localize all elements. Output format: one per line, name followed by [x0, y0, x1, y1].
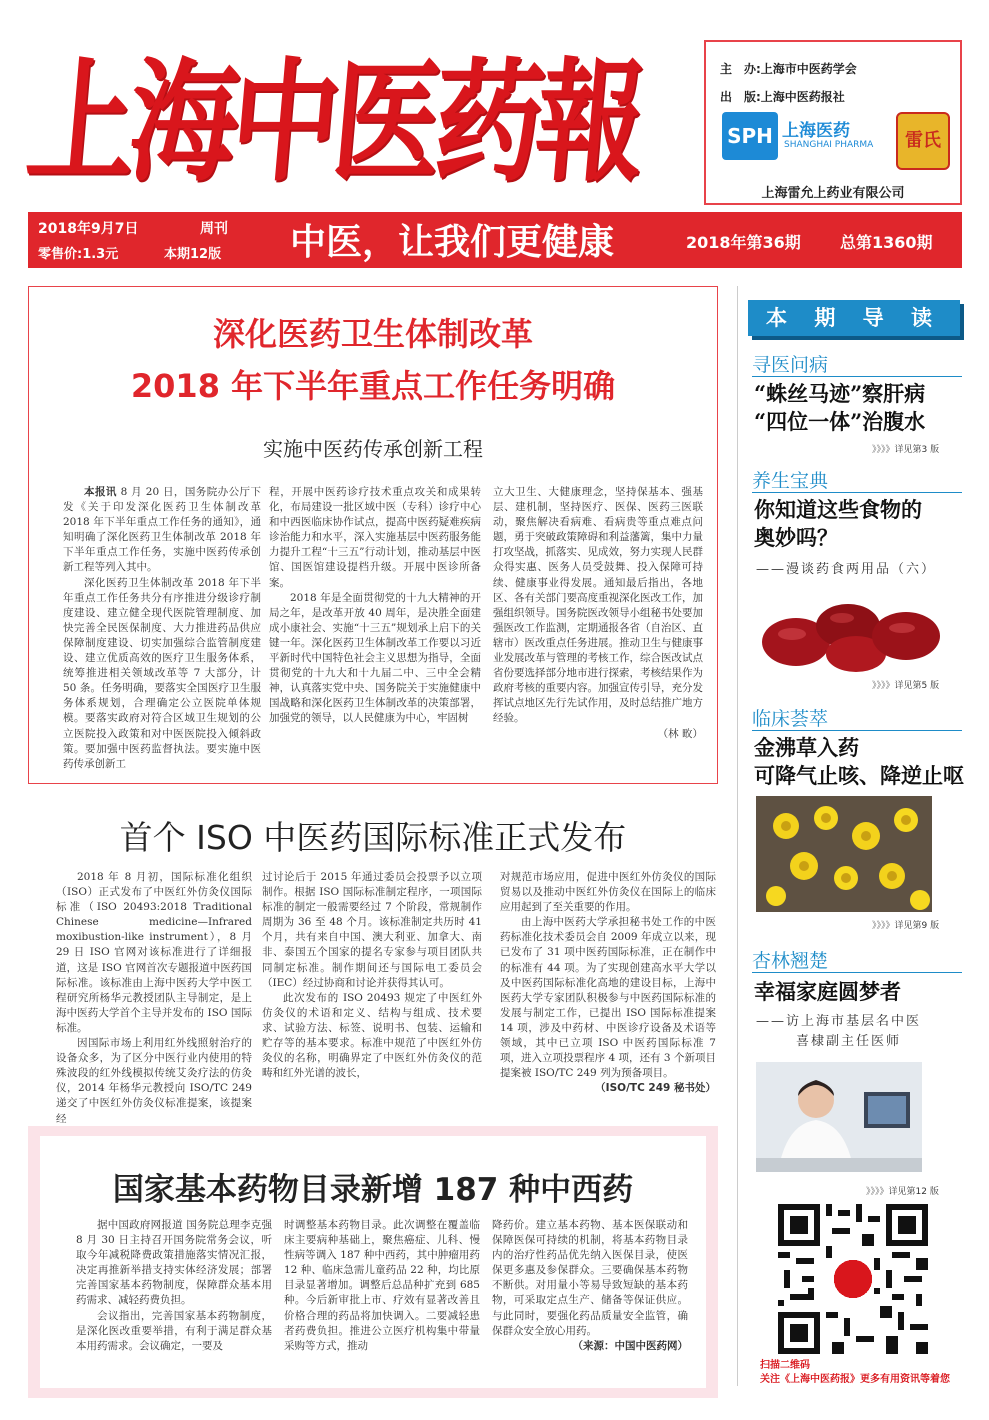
guide-item-subtitle: ——漫谈药食两用品（六）	[756, 562, 937, 577]
see-page-link[interactable]: 》》》》详见第3 版	[872, 445, 940, 455]
issue-frequency: 周刊	[200, 221, 228, 237]
paragraph: 降药价。建立基本药物、基本医保联动和保障医保可持续的机制，将基本药物目录内的治疗性药品优先纳入医保目录，使医保更多惠及参保群众。三要确保基本药物不断供。对用量小等易导致短缺的基本药物，可采取定点生产、储备等保证供应。与此同时，要强化药品质量安全监管，确保群众安全放心用药。	[492, 1219, 688, 1337]
guide-item-title: “蛛丝马迹”察肝病	[754, 381, 926, 406]
article-medical-reform	[28, 286, 718, 784]
guide-item-title: 奥妙吗？	[754, 525, 838, 550]
guide-item-title: 金沸草入药	[754, 735, 859, 760]
qr-code[interactable]	[778, 1204, 928, 1354]
article-essential-drugs	[28, 1126, 718, 1398]
inula-flower-image	[756, 796, 932, 912]
paragraph: 由上海中医药大学承担秘书处工作的中医药标准化技术委员会自 2009 年成立以来，现已发布了 31 项中医药国际标准，正在制作中的标准有 44 项。为了实现创建高水平大学以及中医药国际标准化高地的建设目标，上海中医药大学专家团队积极参与中医药国际标准的发展与制定工作，已提出 ISO 国际标准提案 14 项，涉及中药材、中医诊疗设备及术语等领域，其中已立项 ISO 中医药国际标准 7 项，进入立项投票程序 4 项，还有 3 个新项目提案被 ISO/TC 249 列为预备项目。	[500, 916, 716, 1080]
article1-col2	[269, 485, 481, 727]
guide-item-title: 幸福家庭圆梦者	[754, 979, 901, 1004]
company-name: 上海雷允上药业有限公司	[761, 186, 905, 201]
article1-col3	[493, 485, 703, 742]
article1-title-line1: 深化医药卫生体制改革	[212, 315, 533, 353]
paragraph: 立大卫生、大健康理念，坚持保基本、强基层、建机制，坚持医疗、医保、医药三医联动，聚焦解决看病难、看病贵等重点难点问题，勇于突破政策障碍和利益藩篱，集中力量打攻坚战，抓落实、见成效，努力实现人民群众得实惠、医务人员受鼓舞、投入保障可持续、健康事业得发展。通知最后指出，各地区、各有关部门要高度重视深化医改工作，加强组织领导。国务院医改领导小组秘书处要加强医改工作监测，定期通报各省（自治区、直辖市）医改重点任务进展。推动卫生与健康事业发展改革与管理的考核工作，综合医改试点省份要选择部分地市进行探索，考核结果作为政府考核的重要内容。加强宣传引导，充分发挥试点地区先行先试作用，及时总结推广地方经验。	[493, 486, 703, 725]
section-rule	[752, 730, 962, 731]
masthead	[21, 40, 700, 205]
paragraph: 过讨论后于 2015 年通过委员会投票予以立项制作。根据 ISO 国际标准制定程序，一项国际标准的制定一般需要经过 7 个阶段，常规制作周期为 36 至 48 个月。该标准制定共历时 41 个月，共有来自中国、澳大利亚、加拿大、南非、泰国五个国家的提名专家参与项目团队共同制定标准。制作期间还与国际电工委员会（IEC）经过协商和讨论并获得其认可。	[262, 871, 482, 989]
article3-col1	[76, 1218, 272, 1354]
see-page-link[interactable]: 》》》》详见第12 版	[866, 1187, 939, 1197]
article3-col2	[284, 1218, 480, 1354]
sph-name-en: SHANGHAI PHARMA	[784, 140, 874, 150]
qr-caption: 关注《上海中医药报》更多有用资讯等着您	[760, 1374, 950, 1385]
paragraph: 因国际市场上利用红外线照射治疗的设备众多，为了区分中医行业内使用的特殊波段的红外线模拟传统艾灸疗法的仿灸仪，2014 年杨华元教授向 ISO/TC 249 递交了中医红外仿灸仪标准提案，该提案经	[56, 1037, 252, 1125]
lei-logo: 雷氏	[896, 112, 950, 170]
guide-section-label: 临床荟萃	[752, 708, 829, 730]
sph-name-cn: 上海医药	[782, 121, 850, 141]
article2-title: 首个 ISO 中医药国际标准正式发布	[119, 818, 627, 857]
slogan: 中医，让我们更健康	[290, 221, 615, 263]
doctor-photo	[756, 1062, 922, 1172]
article1-col1	[63, 485, 261, 772]
article1-title-line2: 2018 年下半年重点工作任务明确	[130, 367, 616, 405]
qr-caption: 扫描二维码	[760, 1360, 810, 1371]
jujube-image	[756, 592, 946, 674]
paragraph: 会议指出，完善国家基本药物制度，是深化医改重要举措，有利于满足群众基本用药需求。会议确定，一要及	[76, 1309, 272, 1352]
issue-price: 零售价:1.3元	[38, 247, 119, 262]
paragraph: 此次发布的 ISO 20493 规定了中医红外仿灸仪的术语和定义、结构与组成、技术要求、试验方法、标签、说明书、包装、运输和贮存等的基本要求。标准中规范了中医红外仿灸仪的名称，明确界定了中医红外仿灸仪的范畴和红外光谱的波长，	[262, 991, 482, 1080]
byline: （林 畋）	[657, 727, 703, 740]
guide-item-subtitle: ——访上海市基层名中医	[756, 1014, 922, 1029]
lead-label: 本报讯	[84, 486, 117, 498]
article2-col2	[262, 870, 482, 1081]
section-rule	[752, 376, 962, 377]
total-issue-number: 总第1360期	[840, 233, 933, 252]
guide-item-title: 你知道这些食物的	[754, 497, 922, 522]
publisher-box	[704, 40, 962, 205]
article3-col3	[492, 1218, 688, 1354]
paragraph: 2018 年是全面贯彻党的十九大精神的开局之年，是改革开放 40 周年，是决胜全面建成小康社会、实施“十三五”规划承上启下的关键一年。深化医药卫生体制改革工作要以习近平新时代中国特色社会主义思想为指导，全面贯彻党的十九大和十九届二中、三中全会精神，认真落实党中央、国务院关于实施健康中国战略和深化医药卫生体制改革的决策部署，加强党的领导，以人民健康为中心，牢固树	[269, 591, 481, 725]
paragraph: 程，开展中医药诊疗技术重点攻关和成果转化，布局建设一批区域中医（专科）诊疗中心和中西医临床协作试点，提高中医药疑难疾病诊治能力和水平，深入实施基层中医药服务能力提升工程“十三五”行动计划，推动基层中医馆、国医馆建设提档升级。开展中医诊所备案。	[269, 486, 481, 589]
paragraph: 据中国政府网报道 国务院总理李克强 8 月 30 日主持召开国务院常务会议，听取今年减税降费政策措施落实情况汇报，决定再推新举措支持实体经济发展；部署完善国家基本药物制度，保障群众基本用药需求、减轻药费负担。	[76, 1219, 272, 1307]
article3-title: 国家基本药物目录新增 187 种中西药	[112, 1172, 634, 1208]
guide-section-label: 寻医问病	[752, 354, 829, 376]
sph-logo: SPH	[722, 112, 778, 160]
byline: （ISO/TC 249 秘书处）	[595, 1082, 716, 1095]
guide-item-subtitle: 喜棣副主任医师	[796, 1034, 902, 1049]
newspaper-logo: 上海中医药報	[21, 45, 645, 200]
issue-pages: 本期12版	[164, 247, 222, 262]
guide-header: 本 期 导 读	[748, 300, 960, 336]
guide-item-title: “四位一体”治腹水	[754, 409, 926, 434]
paragraph: 深化医药卫生体制改革 2018 年下半年重点工作任务共分有序推进分级诊疗制度建设、建立健全现代医院管理制度、加快完善全民医保制度、大力推进药品供应保障制度建设、切实加强综合监管制度建设、建立优质高效的医疗卫生服务体系，统筹推进相关领域改革等 7 大部分，计 50 条。任务明确，要落实全国医疗卫生服务体系规划，合理确定公立医院单体规模。要落实政府对符合区域卫生规划的公立医院投入政策和对中医医院投入倾斜政策。要加强中医药监督执法。要实施中医药传承创新工	[63, 576, 261, 770]
column-divider	[737, 286, 738, 1386]
issue-date: 2018年9月7日	[38, 221, 139, 237]
paragraph: 时调整基本药物目录。此次调整在覆盖临床主要病种基础上，聚焦癌症、儿科、慢性病等调入 187 种中西药，其中肿瘤用药 12 种、临床急需儿童药品 22 种，均比原目录显著增加。调整后总品种扩充到 685 种。今后新审批上市、疗效有显著改善且价格合理的药品将加快调入。二要减轻患者药费负担。推进公立医疗机构集中带量采购等方式，推动	[284, 1219, 480, 1352]
see-page-link[interactable]: 》》》》详见第5 版	[872, 681, 940, 691]
article2-col1	[56, 870, 252, 1127]
guide-section-label: 杏林翘楚	[752, 950, 829, 972]
guide-section-label: 养生宝典	[752, 470, 829, 492]
byline: （来源：中国中医药网）	[572, 1339, 688, 1352]
article2-col3	[500, 870, 716, 1096]
section-rule	[752, 492, 962, 493]
paragraph: 8 月 20 日，国务院办公厅下发《关于印发深化医药卫生体制改革 2018 年下半年重点工作任务的通知》，通知明确了深化医药卫生体制改革 2018 年下半年重点工作任务，实施中医药传承创新工程等列入其中。	[63, 486, 261, 574]
section-rule	[752, 972, 962, 973]
sponsor-line: 主 办:上海市中医药学会	[720, 62, 857, 76]
issue-number: 2018年第36期	[686, 233, 801, 252]
see-page-link[interactable]: 》》》》详见第9 版	[872, 921, 940, 931]
guide-item-title: 可降气止咳、降逆止呕	[754, 763, 964, 788]
paragraph: 2018 年 8 月初，国际标准化组织（ISO）正式发布了中医红外仿灸仪国际标准（ISO 20493:2018 Traditional Chinese medicine—Infrared moxibustion-like instrument），8 月 29 日 ISO 官网对该标准进行了详细报道，这是 ISO 官网首次专题报道中医药国际标准。该标准由上海中医药大学中医工程研究所杨华元教授团队主导制定，是上海中医药大学首个主导并发布的 ISO 国际标准。	[56, 871, 252, 1034]
article1-subtitle: 实施中医药传承创新工程	[263, 437, 483, 461]
issue-bar	[28, 212, 962, 268]
publisher-line: 出 版:上海中医药报社	[720, 90, 845, 104]
article3-panel	[40, 1136, 706, 1388]
paragraph: 对规范市场应用，促进中医红外仿灸仪的国际贸易以及推动中医红外仿灸仪在国际上的临床应用起到了至关重要的作用。	[500, 871, 716, 914]
